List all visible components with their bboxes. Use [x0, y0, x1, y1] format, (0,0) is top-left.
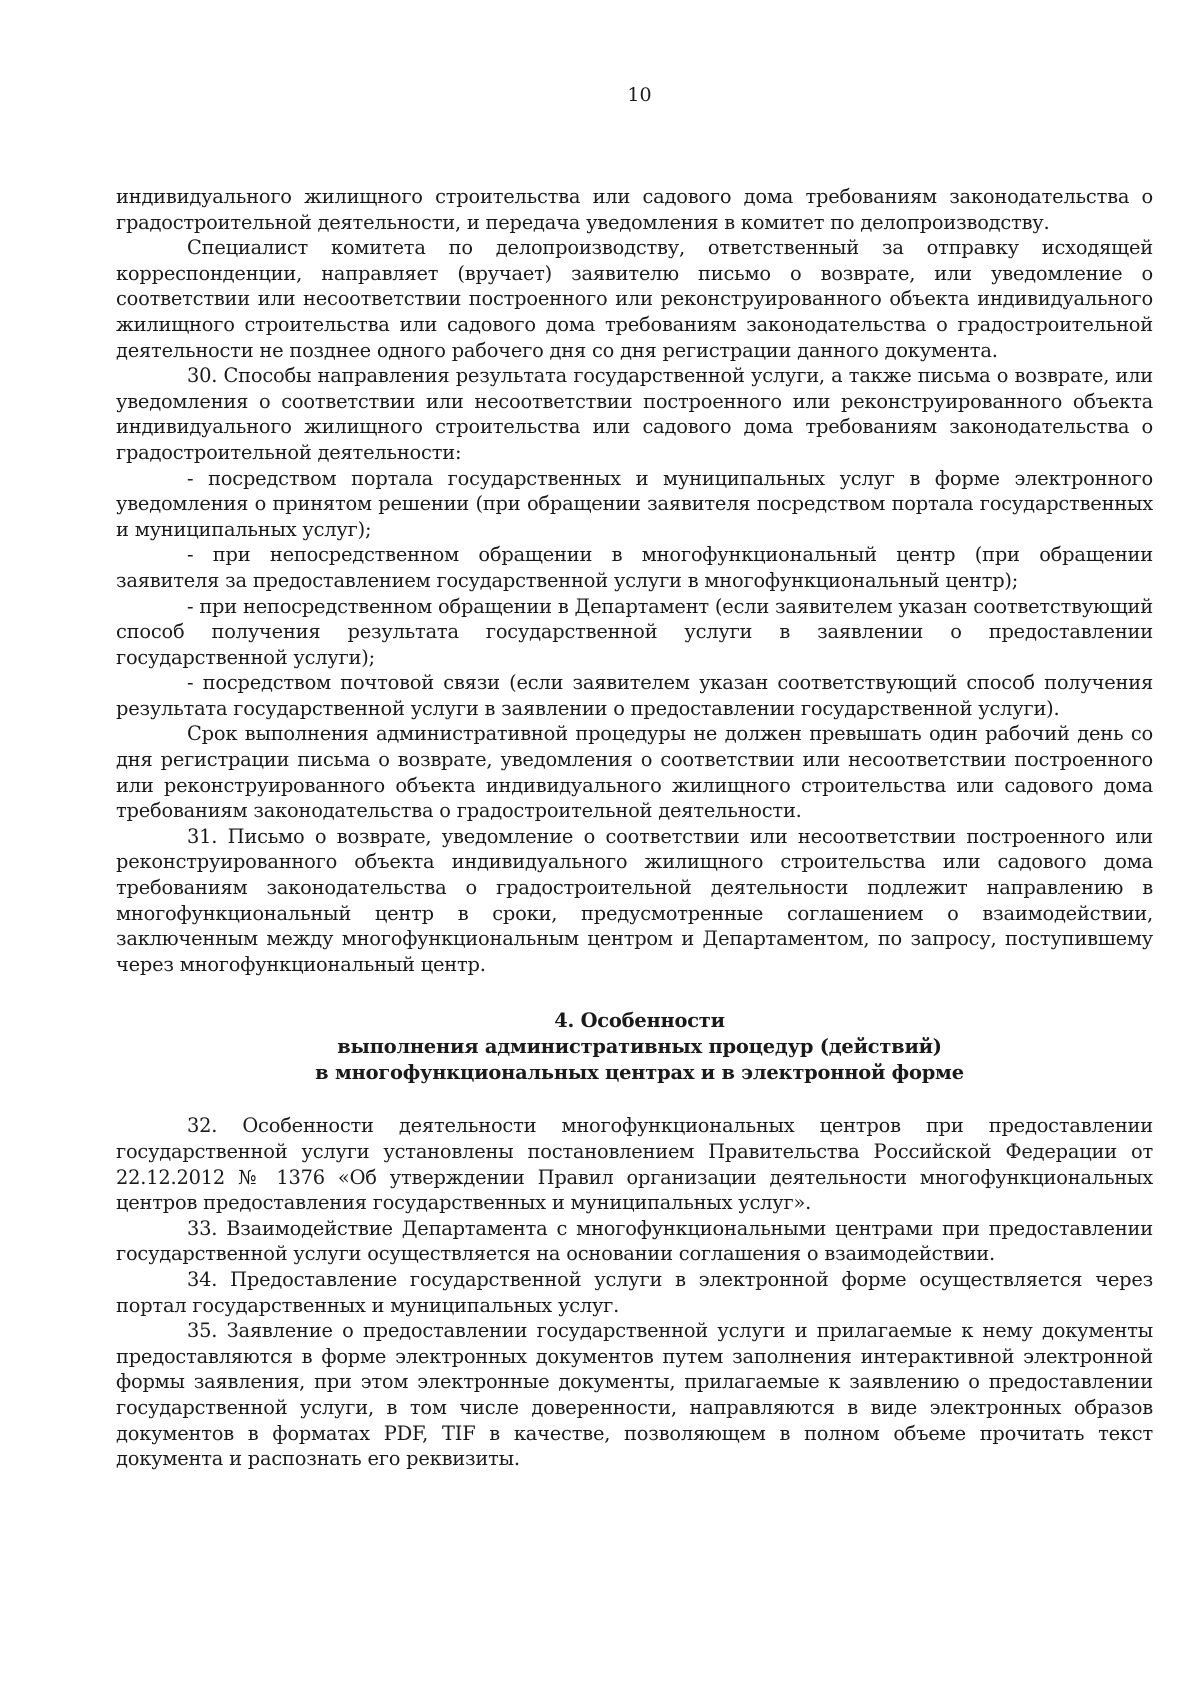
paragraph: 33. Взаимодействие Департамента с многофункциональными центрами при предоставлении государственной услуги осуществляется на основании соглашения о взаимодействии.: [116, 1216, 1153, 1266]
paragraph: 35. Заявление о предоставлении государственной услуги и прилагаемые к нему документы предоставляются в форме электронных документов путем заполнения интерактивной электронной формы заявления, при этом электронные документы, прилагаемые к заявлению о предоставлении государственной услуги, в том числе доверенности, направляются в виде электронных образов документов в форматах PDF, TIF в качестве, позволяющем в полном объеме прочитать текст документа и распознать его реквизиты.: [116, 1319, 1153, 1471]
paragraph: 30. Способы направления результата государственной услуги, а также письма о возврате, или уведомления о соответствии или несоответствии построенного или реконструированного объекта индивидуального жилищного строительства или садового дома требованиям законодательства о градостроительной деятельности:: [116, 364, 1153, 464]
list-item: - при непосредственном обращении в многофункциональный центр (при обращении заявителя за предоставлением государственной услуги в многофункциональный центр);: [116, 543, 1153, 592]
body-text-before-heading: [116, 184, 1153, 977]
paragraph: 31. Письмо о возврате, уведомление о соответствии или несоответствии построенного или реконструированного объекта индивидуального жилищного строительства или садового дома требованиям законодательства о градостроительной деятельности подлежит направлению в многофункциональный центр в сроки, предусмотренные соглашением о взаимодействии, заключенным между многофункциональным центром и Департаментом, по запросу, поступившему через многофункциональный центр.: [116, 824, 1153, 976]
paragraph: индивидуального жилищного строительства или садового дома требованиям законодательства о градостроительной деятельности, и передача уведомления в комитет по делопроизводству.: [116, 185, 1153, 234]
paragraph: 32. Особенности деятельности многофункциональных центров при предоставлении государственной услуги установлены постановлением Правительства Российской Федерации от 22.12.2012 № 1376 «Об утверждении Правил организации деятельности многофункциональных центров предоставления государственных и муниципальных услуг».: [116, 1114, 1153, 1215]
paragraph: Срок выполнения административной процедуры не должен превышать один рабочий день со дня регистрации письма о возврате, уведомления о соответствии или несоответствии построенного или реконструированного объекта индивидуального жилищного строительства или садового дома требованиям законодательства о градостроительной деятельности.: [116, 722, 1153, 823]
list-item: - посредством почтовой связи (если заявителем указан соответствующий способ получения результата государственной услуги в заявлении о предоставлении государственной услуги).: [116, 671, 1153, 720]
list-item: - посредством портала государственных и муниципальных услуг в форме электронного уведомления о принятом решении (при обращении заявителя посредством портала государственных и муниципальных услуг);: [116, 466, 1153, 541]
section-heading: [116, 1008, 1153, 1086]
paragraph: Специалист комитета по делопроизводству, ответственный за отправку исходящей корреспонденции, направляет (вручает) заявителю письмо о возврате, или уведомление о соответствии или несоответствии построенного или реконструированного объекта индивидуального жилищного строительства или садового дома требованиям законодательства о градостроительной деятельности не позднее одного рабочего дня со дня регистрации данного документа.: [116, 236, 1153, 362]
section-heading-line: 4. Особенности: [554, 1009, 725, 1033]
page-number: 10: [627, 84, 652, 106]
body-text-after-heading: [116, 1113, 1153, 1471]
section-heading-line: выполнения административных процедур (действий): [337, 1035, 942, 1059]
paragraph: 34. Предоставление государственной услуги в электронной форме осуществляется через портал государственных и муниципальных услуг.: [116, 1267, 1153, 1317]
section-heading-line: в многофункциональных центрах и в электронной форме: [315, 1061, 964, 1085]
list-item: - при непосредственном обращении в Департамент (если заявителем указан соответствующий способ получения результата государственной услуги в заявлении о предоставлении государственной услуги);: [116, 594, 1153, 669]
